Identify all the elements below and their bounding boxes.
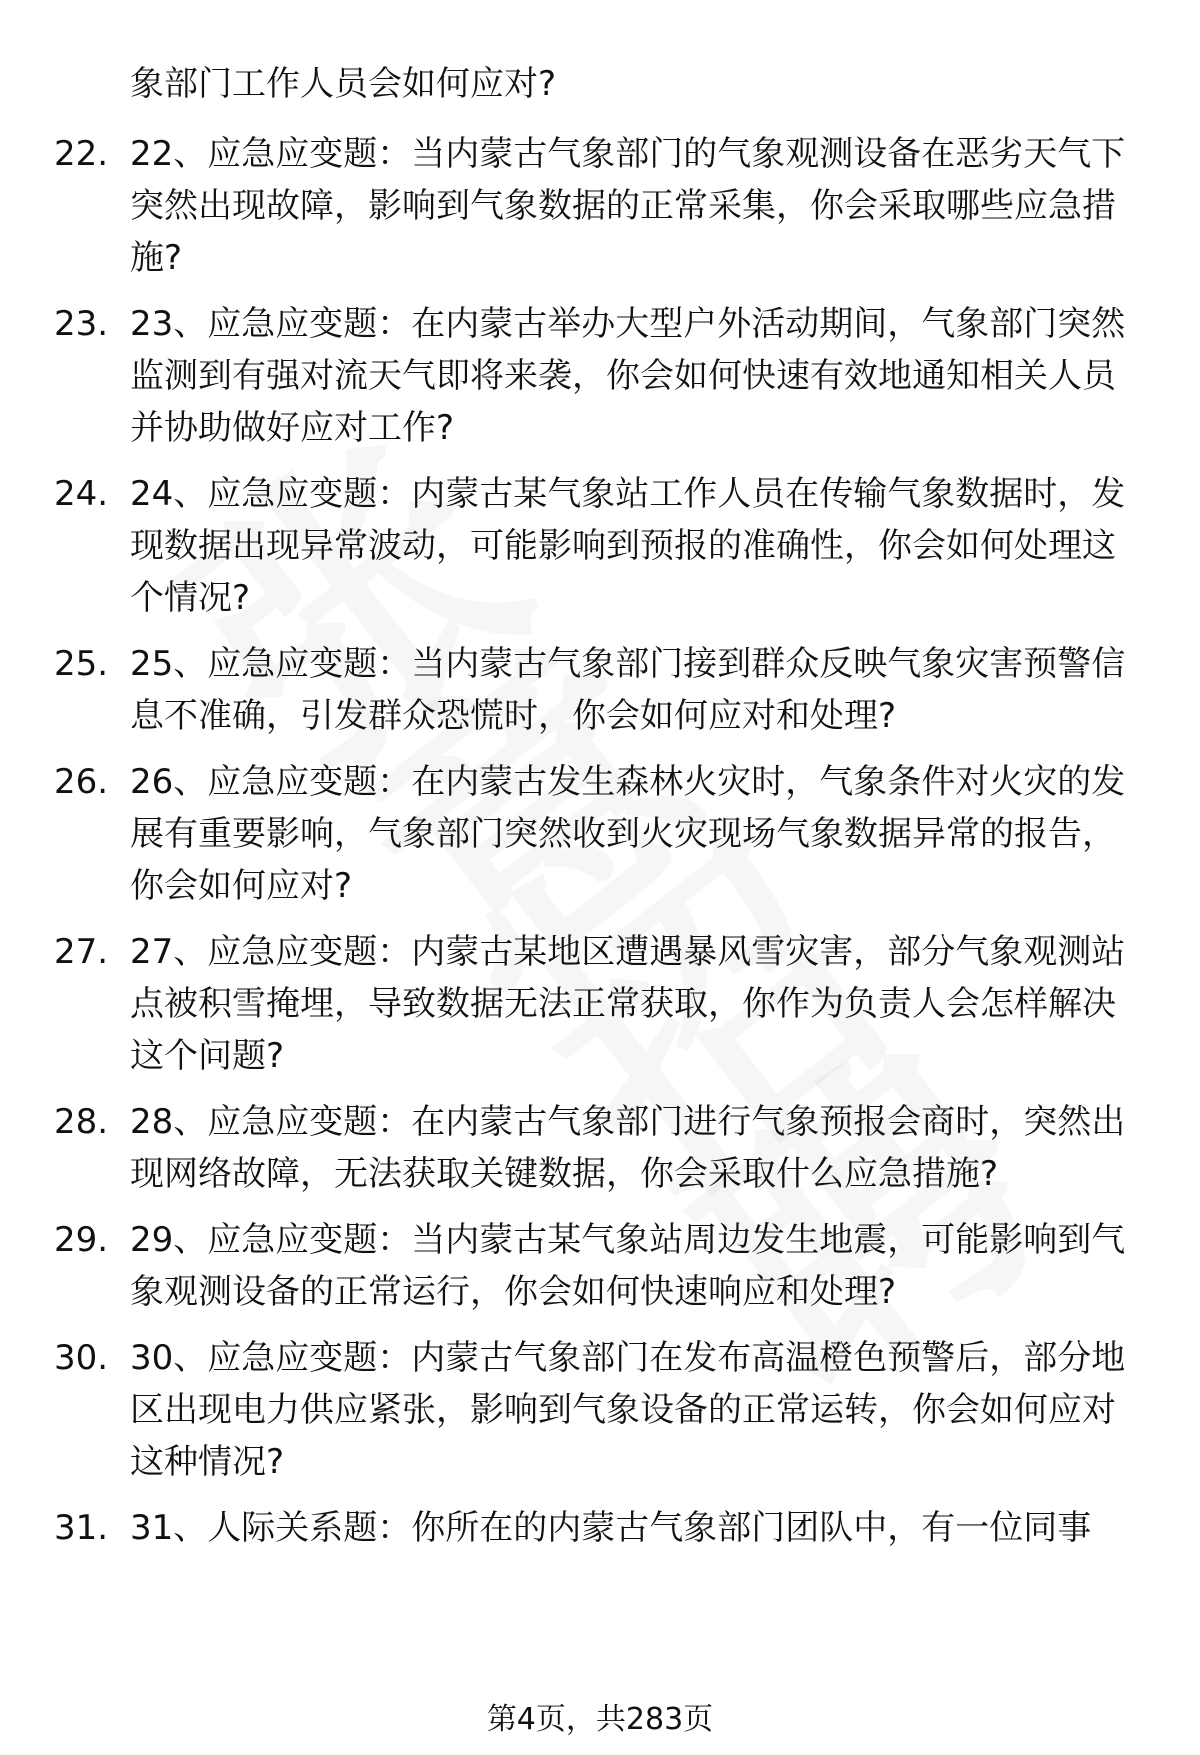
question-number: 31. bbox=[54, 1508, 109, 1548]
question-number: 22. bbox=[54, 134, 109, 174]
question-text: 31、人际关系题：你所在的内蒙古气象部门团队中，有一位同事 bbox=[130, 1508, 1092, 1548]
question-text: 23、应急应变题：在内蒙古举办大型户外活动期间，气象部门突然监测到有强对流天气即将来袭，你会如何快速有效地通知相关人员并协助做好应对工作? bbox=[130, 304, 1126, 448]
question-text: 30、应急应变题：内蒙古气象部门在发布高温橙色预警后，部分地区出现电力供应紧张，影响到气象设备的正常运转，你会如何应对这种情况? bbox=[130, 1338, 1126, 1482]
carry-over-text: 象部门工作人员会如何应对? bbox=[130, 64, 557, 104]
page-footer: 第4页，共283页 bbox=[486, 1702, 714, 1737]
question-number: 25. bbox=[54, 644, 109, 684]
question-number: 30. bbox=[54, 1338, 109, 1378]
question-number: 28. bbox=[54, 1102, 109, 1142]
question-number: 27. bbox=[54, 932, 109, 972]
question-text: 27、应急应变题：内蒙古某地区遭遇暴风雪灾害，部分气象观测站点被积雪掩埋，导致数据无法正常获取，你作为负责人会怎样解决这个问题? bbox=[130, 932, 1126, 1076]
question-text: 22、应急应变题：当内蒙古气象部门的气象观测设备在恶劣天气下突然出现故障，影响到气象数据的正常采集，你会采取哪些应急措施? bbox=[130, 134, 1126, 278]
question-text: 24、应急应变题：内蒙古某气象站工作人员在传输气象数据时，发现数据出现异常波动，可能影响到预报的准确性，你会如何处理这个情况? bbox=[130, 474, 1126, 618]
question-text: 29、应急应变题：当内蒙古某气象站周边发生地震，可能影响到气象观测设备的正常运行，你会如何快速响应和处理? bbox=[130, 1220, 1126, 1312]
question-text: 28、应急应变题：在内蒙古气象部门进行气象预报会商时，突然出现网络故障，无法获取关键数据，你会采取什么应急措施? bbox=[130, 1102, 1126, 1194]
question-number: 24. bbox=[54, 474, 109, 514]
question-number: 29. bbox=[54, 1220, 109, 1260]
question-text: 25、应急应变题：当内蒙古气象部门接到群众反映气象灾害预警信息不准确，引发群众恐慌时，你会如何应对和处理? bbox=[130, 644, 1126, 736]
question-number: 23. bbox=[54, 304, 109, 344]
question-number: 26. bbox=[54, 762, 109, 802]
question-text: 26、应急应变题：在内蒙古发生森林火灾时，气象条件对火灾的发展有重要影响，气象部门突然收到火灾现场气象数据异常的报告，你会如何应对? bbox=[130, 762, 1126, 906]
